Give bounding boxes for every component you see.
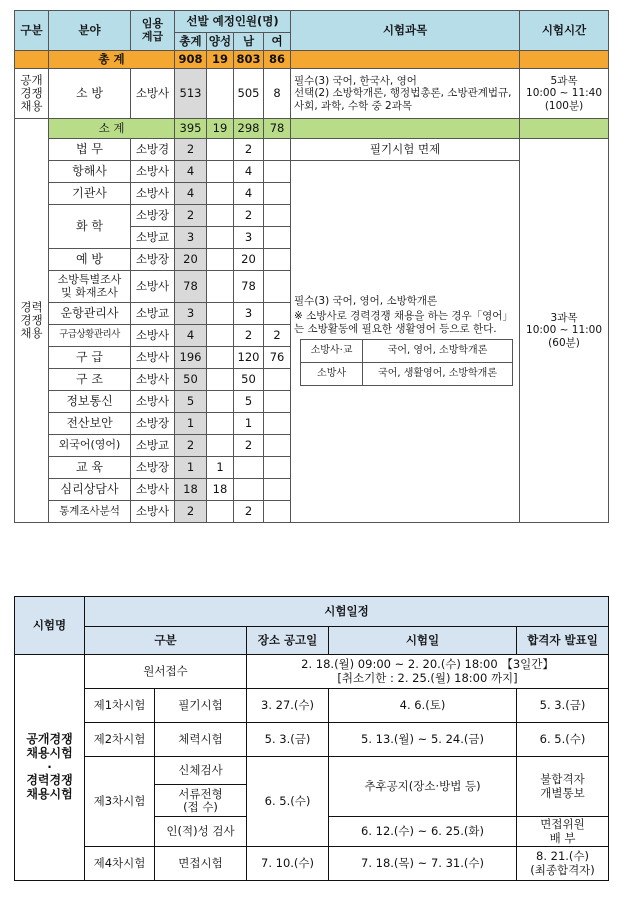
male: 4 (234, 183, 264, 205)
total: 78 (175, 271, 207, 303)
header-division: 구분 (85, 627, 247, 655)
header-venue: 장소 공고일 (247, 627, 329, 655)
total: 2 (175, 205, 207, 227)
rank: 소방사 (131, 271, 175, 303)
equal (207, 501, 234, 523)
female (264, 249, 291, 271)
header-category: 구분 (15, 11, 49, 51)
stage3-result-notify: 불합격자 개별통보 (517, 757, 609, 817)
equal (207, 249, 234, 271)
male: 4 (234, 161, 264, 183)
header-time: 시험시간 (520, 11, 609, 51)
exam-schedule-table (14, 596, 609, 881)
public-subjects-required: 필수(3) 국어, 한국사, 영어 (294, 75, 417, 88)
rank: 소방교 (131, 435, 175, 457)
equal (207, 325, 234, 347)
field: 구 조 (49, 369, 131, 391)
field: 통계조사분석 (49, 501, 131, 523)
female (264, 303, 291, 325)
rank: 소방사 (131, 183, 175, 205)
female (264, 227, 291, 249)
rank: 소방사 (131, 501, 175, 523)
total: 2 (175, 501, 207, 523)
career-subjects-table (300, 339, 513, 386)
field: 심리상담사 (49, 479, 131, 501)
rank: 소방사 (301, 362, 363, 385)
total: 5 (175, 391, 207, 413)
application-cancel-deadline: [취소기한 : 2. 25.(월) 18:00 까지] (337, 670, 518, 685)
table-row (301, 339, 513, 362)
field: 소방특별조사 및 화재조사 (49, 271, 131, 303)
rank: 소방사 (131, 479, 175, 501)
equal (207, 227, 234, 249)
stage3-result-interviewer: 면접위원 배 부 (517, 817, 609, 847)
equal (207, 271, 234, 303)
table-row (301, 362, 513, 385)
male: 2 (234, 139, 264, 161)
female (264, 139, 291, 161)
male: 3 (234, 303, 264, 325)
total: 2 (175, 435, 207, 457)
career-time: 3과목 10:00 ~ 11:00 (60분) (520, 139, 609, 523)
stage4-label: 제4차시험 (85, 847, 155, 881)
public-rank: 소방사 (131, 69, 175, 119)
male (234, 457, 264, 479)
career-note: ※ 소방사로 경력경쟁 채용을 하는 경우「영어」는 소방활동에 필요한 생활영어 등으로 한다. (294, 310, 513, 335)
field: 정보통신 (49, 391, 131, 413)
female (264, 271, 291, 303)
male: 2 (234, 205, 264, 227)
grand-total-total: 908 (175, 51, 207, 69)
stage3-label: 제3차시험 (85, 757, 155, 847)
field: 운항관리사 (49, 303, 131, 325)
stage3-date-aptitude: 6. 12.(수) ~ 6. 25.(화) (329, 817, 517, 847)
header-field: 분야 (49, 11, 131, 51)
field: 외국어(영어) (49, 435, 131, 457)
subtotal-male: 298 (234, 119, 264, 139)
male: 2 (234, 501, 264, 523)
equal: 1 (207, 457, 234, 479)
stage3-type-aptitude: 인(적)성 검사 (155, 817, 247, 847)
equal (207, 435, 234, 457)
field: 구 급 (49, 347, 131, 369)
grand-total-female: 86 (264, 51, 291, 69)
public-field: 소 방 (49, 69, 131, 119)
female (264, 435, 291, 457)
subtotal-total: 395 (175, 119, 207, 139)
female (264, 391, 291, 413)
rank: 소방장 (131, 205, 175, 227)
equal (207, 303, 234, 325)
header-rank: 임용 계급 (131, 11, 175, 51)
equal (207, 413, 234, 435)
table-row (15, 757, 609, 785)
table-row (15, 139, 609, 161)
female (264, 369, 291, 391)
stage4-venue: 7. 10.(수) (247, 847, 329, 881)
male: 120 (234, 347, 264, 369)
table-row (15, 689, 609, 723)
grand-total-male: 803 (234, 51, 264, 69)
field: 기관사 (49, 183, 131, 205)
total: 1 (175, 457, 207, 479)
career-subjects-required: 필수(3) 국어, 영어, 소방학개론 (294, 295, 438, 308)
rank: 소방사·교 (301, 339, 363, 362)
stage3-date-tbd: 추후공지(장소·방법 등) (329, 757, 517, 817)
exempt-note: 필기시험 면제 (291, 139, 520, 161)
male: 5 (234, 391, 264, 413)
field: 예 방 (49, 249, 131, 271)
female (264, 413, 291, 435)
male: 2 (234, 325, 264, 347)
public-equal (207, 69, 234, 119)
total: 18 (175, 479, 207, 501)
equal (207, 139, 234, 161)
stage1-venue: 3. 27.(수) (247, 689, 329, 723)
rank: 소방장 (131, 413, 175, 435)
field: 구급상황관리사 (49, 325, 131, 347)
field: 항해사 (49, 161, 131, 183)
header-male: 남 (234, 33, 264, 51)
rank: 소방사 (131, 391, 175, 413)
total: 196 (175, 347, 207, 369)
stage3-type-physical: 신체검사 (155, 757, 247, 785)
equal (207, 391, 234, 413)
female (264, 479, 291, 501)
header-total: 총계 (175, 33, 207, 51)
equal: 18 (207, 479, 234, 501)
public-female: 8 (264, 69, 291, 119)
female (264, 457, 291, 479)
rank: 소방교 (131, 303, 175, 325)
male: 2 (234, 435, 264, 457)
total: 1 (175, 413, 207, 435)
stage4-type: 면접시험 (155, 847, 247, 881)
public-subjects-elective: 선택(2) 소방학개론, 행정법총론, 소방관계법규, 사회, 과학, 수학 중 2과목 (294, 87, 512, 112)
equal (207, 369, 234, 391)
stage2-result: 6. 5.(수) (517, 723, 609, 757)
total: 20 (175, 249, 207, 271)
recruitment-table (14, 10, 609, 523)
stage2-venue: 5. 3.(금) (247, 723, 329, 757)
application-label: 원서접수 (85, 655, 247, 689)
stage1-type: 필기시험 (155, 689, 247, 723)
equal (207, 205, 234, 227)
rank: 소방장 (131, 249, 175, 271)
subjects: 국어, 영어, 소방학개론 (363, 339, 513, 362)
grand-total-equal: 19 (207, 51, 234, 69)
header-subjects: 시험과목 (291, 11, 520, 51)
header-exam-name: 시험명 (15, 597, 85, 655)
field: 법 무 (49, 139, 131, 161)
male: 78 (234, 271, 264, 303)
header-female: 여 (264, 33, 291, 51)
header-schedule: 시험일정 (85, 597, 609, 627)
public-total: 513 (175, 69, 207, 119)
subtotal-equal: 19 (207, 119, 234, 139)
male (234, 479, 264, 501)
table-row (15, 847, 609, 881)
female (264, 161, 291, 183)
female: 2 (264, 325, 291, 347)
table-row (15, 723, 609, 757)
equal (207, 347, 234, 369)
total: 3 (175, 227, 207, 249)
application-period: 2. 18.(월) 09:00 ~ 2. 20.(수) 18:00 【3일간】 (301, 657, 554, 672)
rank: 소방사 (131, 161, 175, 183)
grand-total-label: 총 계 (49, 51, 175, 69)
male: 3 (234, 227, 264, 249)
public-male: 505 (234, 69, 264, 119)
female (264, 183, 291, 205)
rank: 소방사 (131, 325, 175, 347)
subtotal-label: 소 계 (49, 119, 175, 139)
male: 1 (234, 413, 264, 435)
female (264, 205, 291, 227)
rank: 소방교 (131, 227, 175, 249)
female: 76 (264, 347, 291, 369)
public-category: 공개 경쟁 채용 (15, 69, 49, 119)
stage2-label: 제2차시험 (85, 723, 155, 757)
total: 50 (175, 369, 207, 391)
male: 20 (234, 249, 264, 271)
stage2-type: 체력시험 (155, 723, 247, 757)
rank: 소방경 (131, 139, 175, 161)
equal (207, 183, 234, 205)
female (264, 501, 291, 523)
total: 2 (175, 139, 207, 161)
header-equal: 양성 (207, 33, 234, 51)
male: 50 (234, 369, 264, 391)
header-result: 합격자 발표일 (517, 627, 609, 655)
total: 4 (175, 161, 207, 183)
public-time: 5과목 10:00 ~ 11:40 (100분) (520, 69, 609, 119)
rank: 소방장 (131, 457, 175, 479)
stage3-type-document: 서류전형 (접 수) (155, 785, 247, 817)
stage1-date: 4. 6.(토) (329, 689, 517, 723)
career-category: 경력 경쟁 채용 (15, 119, 49, 523)
rank: 소방사 (131, 347, 175, 369)
stage2-date: 5. 13.(월) ~ 5. 24.(금) (329, 723, 517, 757)
header-planned: 선발 예정인원(명) (175, 11, 291, 33)
exam-name: 공개경쟁 채용시험 · 경력경쟁 채용시험 (15, 655, 85, 881)
stage3-venue: 6. 5.(수) (247, 757, 329, 847)
total: 4 (175, 183, 207, 205)
field: 화 학 (49, 205, 131, 249)
total: 3 (175, 303, 207, 325)
header-exam-date: 시험일 (329, 627, 517, 655)
stage1-result: 5. 3.(금) (517, 689, 609, 723)
subtotal-female: 78 (264, 119, 291, 139)
stage4-date: 7. 18.(목) ~ 7. 31.(수) (329, 847, 517, 881)
table-row (15, 161, 609, 183)
field: 전산보안 (49, 413, 131, 435)
subjects: 국어, 생활영어, 소방학개론 (363, 362, 513, 385)
field: 교 육 (49, 457, 131, 479)
stage4-result: 8. 21.(수) (최종합격자) (517, 847, 609, 881)
rank: 소방사 (131, 369, 175, 391)
stage1-label: 제1차시험 (85, 689, 155, 723)
equal (207, 161, 234, 183)
total: 4 (175, 325, 207, 347)
